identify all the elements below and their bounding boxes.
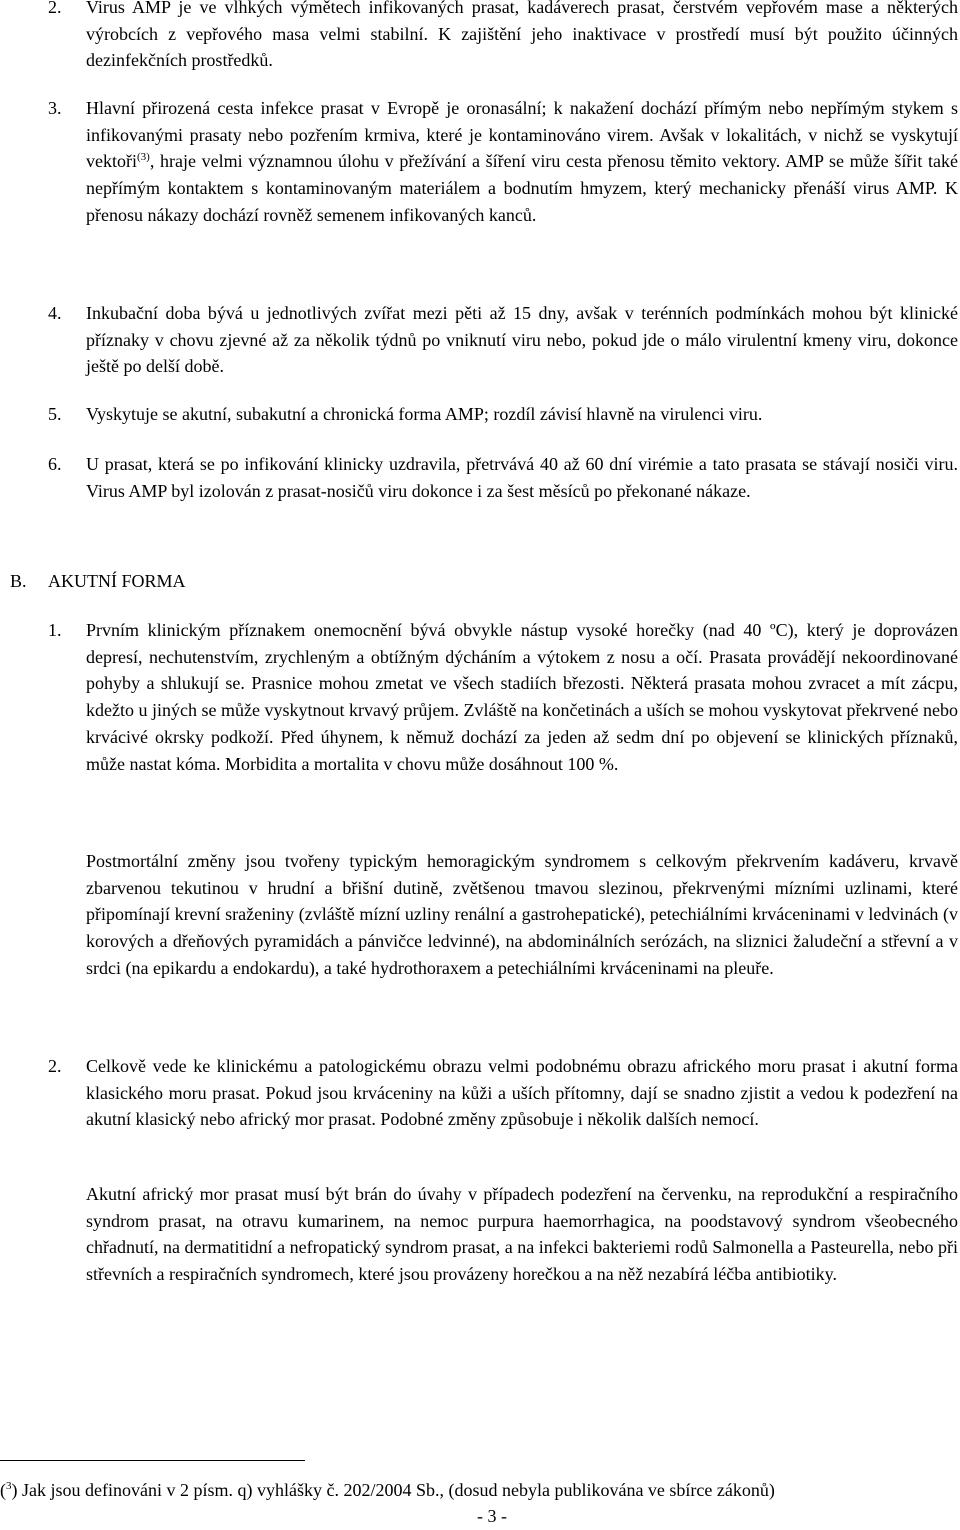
item-number: 2. xyxy=(48,0,62,17)
item-text-part: Hlavní přirozená cesta infekce prasat v Evropě je oronasální; k nakažení dochází přímým nebo nepřímým stykem s infikovanými prasaty nebo pozřením krmiva, které je kontaminováno virem. Avšak v lokalitách, v nichž se vyskytují vektoři xyxy=(86,98,958,172)
item-number: 4. xyxy=(48,303,62,323)
section-number: B. xyxy=(10,571,27,591)
footnote-reference: (3) xyxy=(137,151,150,164)
list-item xyxy=(48,300,958,380)
item-text: Virus AMP je ve vlhkých výmětech infikovaných prasat, kadáverech prasat, čerstvém vepřovém mase a některých výrobcích z vepřového masa velmi stabilní. K zajištění jeho inaktivace v prostředí musí být použito účinných dezinfekčních prostředků. xyxy=(86,0,958,71)
item-text: U prasat, která se po infikování klinicky uzdravila, přetrvává 40 až 60 dní virémie a tato prasata se stávají nosiči viru. Virus AMP byl izolován z prasat-nosičů viru dokonce i za šest měsíců po překonané nákaze. xyxy=(86,454,958,501)
item-text-part: , hraje velmi významnou úlohu v přežívání a šíření viru cesta přenosu těmito vektory. AMP se může šířit také nepřímým kontaktem s kontaminovaným materiálem a bodnutím hmyzem, který mechanicky přenáší virus AMP. K přenosu nákazy dochází rovněž semenem infikovaných kanců. xyxy=(86,151,958,225)
page-number: - 3 - xyxy=(477,1506,507,1526)
item-text: Celkově vede ke klinickému a patologickému obrazu velmi podobnému obrazu afrického moru prasat i akutní forma klasického moru prasat. Pokud jsou krváceniny na kůži a uších přítomny, dají se snadno zjistit a vedou k podezření na akutní klasický nebo africký mor prasat. Podobné změny způsobuje i několik dalších nemocí. xyxy=(86,1056,958,1130)
list-item xyxy=(48,1053,958,1163)
list-item xyxy=(48,401,958,429)
item-text: Inkubační doba bývá u jednotlivých zvířat mezi pěti až 15 dny, avšak v terénních podmínkách mohou být klinické příznaky v chovu zjevné až za několik týdnů po vniknutí viru nebo, pokud jde o málo virulentní kmeny viru, dokonce ještě po delší době. xyxy=(86,303,958,377)
item-number: 5. xyxy=(48,404,62,424)
footnote-marker: 3 xyxy=(6,1480,12,1492)
item-number: 2. xyxy=(48,1056,62,1076)
list-item xyxy=(48,451,958,531)
item-number: 3. xyxy=(48,98,62,118)
item-text: Prvním klinickým příznakem onemocnění bývá obvykle nástup vysoké horečky (nad 40 ºC), který je doprovázen depresí, nechutenstvím, zrychleným a obtížným dýcháním a výtokem z nosu a očí. Prasata provádějí nekoordinované pohyby a shlukují se. Prasnice mohou zmetat ve všech stadiích březosti. Některá prasata mohou zvracet a mít zácpu, kdežto u jiných se může vyskytnout krvavý průjem. Zvláště na končetinách a uších se mohou vyskytovat překrvené nebo krvácivé okrsky podkoží. Před úhynem, k němuž dochází za jeden až sedm dní po objevení se klinických příznaků, může nastat kóma. Morbidita a mortalita v chovu může dosáhnout 100 %. xyxy=(86,620,958,774)
section-title: AKUTNÍ FORMA xyxy=(48,571,186,591)
item-number: 6. xyxy=(48,454,62,474)
footnote: ($^3$) Jak jsou definováni v 2 písm. q) vyhlášky č. 202/2004 Sb., (dosud nebyla publikována ve sbírce zákonů) xyxy=(0,1480,775,1500)
list-item xyxy=(48,95,958,285)
item-text xyxy=(86,95,958,229)
footnote-text: Jak jsou definováni v 2 písm. q) vyhlášky č. 202/2004 Sb., (dosud nebyla publikována ve sbírce zákonů) xyxy=(17,1480,775,1500)
list-item xyxy=(48,0,958,74)
item-text: Vyskytuje se akutní, subakutní a chronická forma AMP; rozdíl závisí hlavně na virulenci viru. xyxy=(86,404,763,424)
paragraph: Postmortální změny jsou tvořeny typickým hemoragickým syndromem s celkovým překrvením kadáveru, krvavě zbarvenou tekutinou v hrudní a břišní dutině, zvětšenou tmavou slezinou, překrvenými mízními uzlinami, které připomínají krevní sraženiny (zvláště mízní uzliny renální a gastrohepatické), petechiálními krváceninami v ledvinách (v korových a dřeňových pyramidách a pánvičce ledvinné), na abdominálních serózách, na sliznici žaludeční a střevní a v srdci (na epikardu a endokardu), a také hydrothoraxem a petechiálními krváceninami na pleuře. xyxy=(86,851,958,978)
item-number: 1. xyxy=(48,620,62,640)
list-item xyxy=(48,617,958,832)
paragraph: Akutní africký mor prasat musí být brán do úvahy v případech podezření na červenku, na reprodukční a respiračního syndrom prasat, na otravu kumarinem, na nemoc purpura haemorrhagica, na poodstavový syndrom všeobecného chřadnutí, na dermatitidní a nefropatický syndrom prasat, a na infekci bakteriemi rodů Salmonella a Pasteurella, nebo při střevních a respiračních syndromech, které jsou provázeny horečkou a na něž nezabírá léčba antibiotiky. xyxy=(86,1184,958,1285)
footnote-separator xyxy=(0,1460,305,1461)
